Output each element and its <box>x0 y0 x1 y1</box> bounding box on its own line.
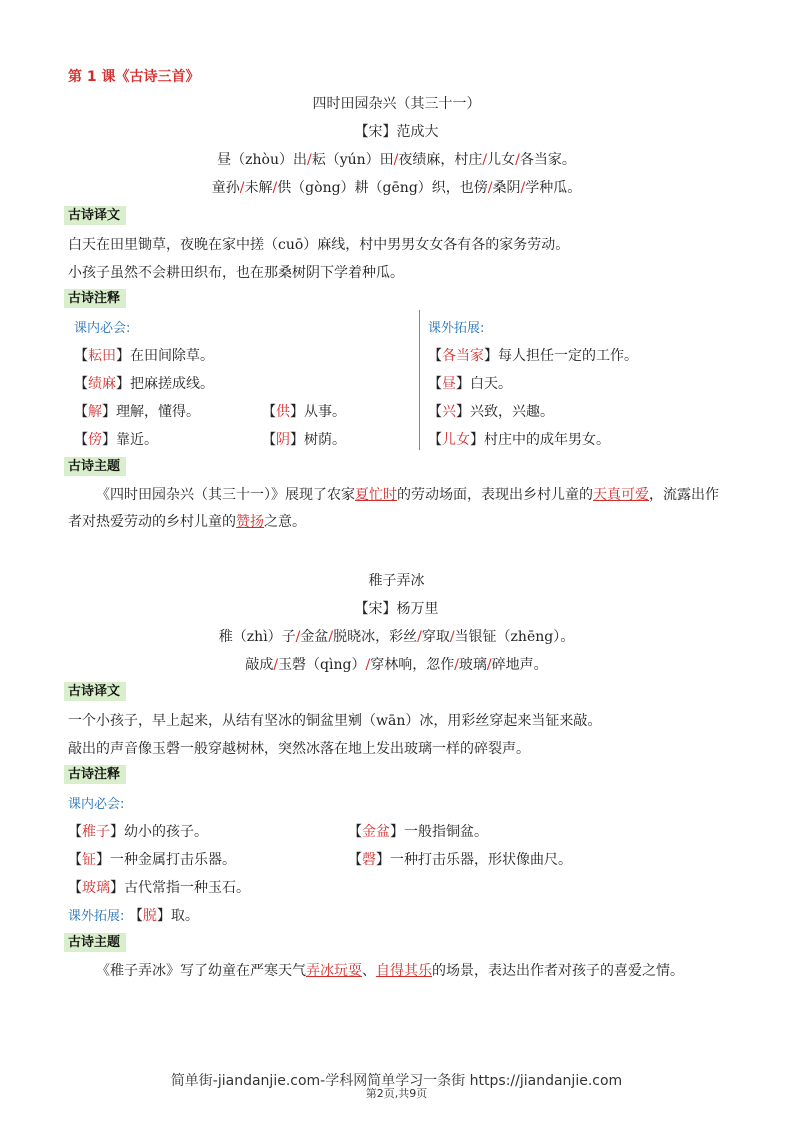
note-item: 【昼】白天。 <box>428 376 512 392</box>
note-item: 【玻璃】古代常指一种玉石。 <box>68 880 250 896</box>
poem1-line-2: 童孙/未解/供（gòng）耕（gēng）织，也傍/桑阴/学种瓜。 <box>211 180 582 196</box>
translation-line: 一个小孩子，早上起来，从结有坚冰的铜盆里剜（wān）冰，用彩丝穿起来当钲来敲。 <box>68 713 602 729</box>
note-item: 【供】从事。 <box>262 404 346 420</box>
note-item: 【绩麻】把麻搓成线。 <box>74 376 214 392</box>
theme-paragraph: 《四时田园杂兴（其三十一）》展现了农家夏忙时的劳动场面，表现出乡村儿童的天真可爱，流露出作者对热爱劳动的乡村儿童的赞扬之意。 <box>68 487 719 530</box>
lesson-title: 第 1 课《古诗三首》 <box>68 69 200 85</box>
note-item: 【阴】树荫。 <box>262 432 346 448</box>
note-item: 【稚子】幼小的孩子。 <box>68 824 208 840</box>
in-class-label: 课内必会: <box>74 321 131 336</box>
page-number: 第2页,共9页 <box>365 1087 428 1100</box>
out-class-label: 课外拓展: <box>428 321 485 336</box>
note-item: 【兴】兴致，兴趣。 <box>428 404 554 420</box>
note-item: 【傍】靠近。 <box>74 432 158 448</box>
note-item: 【各当家】每人担任一定的工作。 <box>428 348 638 364</box>
note-item: 【钲】一种金属打击乐器。 <box>68 852 236 868</box>
section-header-theme: 古诗主题 <box>64 933 126 952</box>
out-class-note: 课外拓展: 【脱】取。 <box>68 908 199 924</box>
poem1-title: 四时田园杂兴（其三十一） <box>312 96 481 112</box>
note-item: 【耘田】在田间除草。 <box>74 348 214 364</box>
note-item: 【磬】一种打击乐器，形状像曲尺。 <box>348 852 572 868</box>
translation-line: 小孩子虽然不会耕田织布，也在那桑树阴下学着种瓜。 <box>68 265 404 281</box>
poem2-line-2: 敲成/玉磬（qìng）/穿林响，忽作/玻璃/碎地声。 <box>245 657 548 673</box>
note-item: 【儿女】村庄中的成年男女。 <box>428 432 610 448</box>
poem1-line-1: 昼（zhòu）出/耘（yún）田/夜绩麻，村庄/儿女/各当家。 <box>217 152 576 168</box>
footer-watermark: 简单街-jiandanjie.com-学科网简单学习一条街 https://jiandanjie.com <box>170 1073 623 1089</box>
section-header-notes: 古诗注释 <box>64 289 126 308</box>
column-divider <box>419 310 420 450</box>
in-class-label: 课内必会: <box>68 797 125 812</box>
section-header-notes: 古诗注释 <box>64 765 126 784</box>
theme-paragraph: 《稚子弄冰》写了幼童在严寒天气弄冰玩耍、自得其乐的场景，表达出作者对孩子的喜爱之情。 <box>96 963 684 979</box>
section-header-theme: 古诗主题 <box>64 457 126 476</box>
poem2-line-1: 稚（zhì）子/金盆/脱晓冰，彩丝/穿取/当银钲（zhēng）。 <box>218 629 575 645</box>
note-item: 【金盆】一般指铜盆。 <box>348 824 488 840</box>
translation-line: 白天在田里锄草，夜晚在家中搓（cuō）麻线，村中男男女女各有各的家务劳动。 <box>68 237 570 253</box>
section-header-translation: 古诗译文 <box>64 206 126 225</box>
translation-line: 敲出的声音像玉磬一般穿越树林，突然冰落在地上发出玻璃一样的碎裂声。 <box>68 741 530 757</box>
section-header-translation: 古诗译文 <box>64 682 126 701</box>
poem2-author: 【宋】杨万里 <box>354 601 439 617</box>
poem1-author: 【宋】范成大 <box>354 124 439 140</box>
note-item: 【解】理解，懂得。 <box>74 404 200 420</box>
poem2-title: 稚子弄冰 <box>368 573 425 589</box>
